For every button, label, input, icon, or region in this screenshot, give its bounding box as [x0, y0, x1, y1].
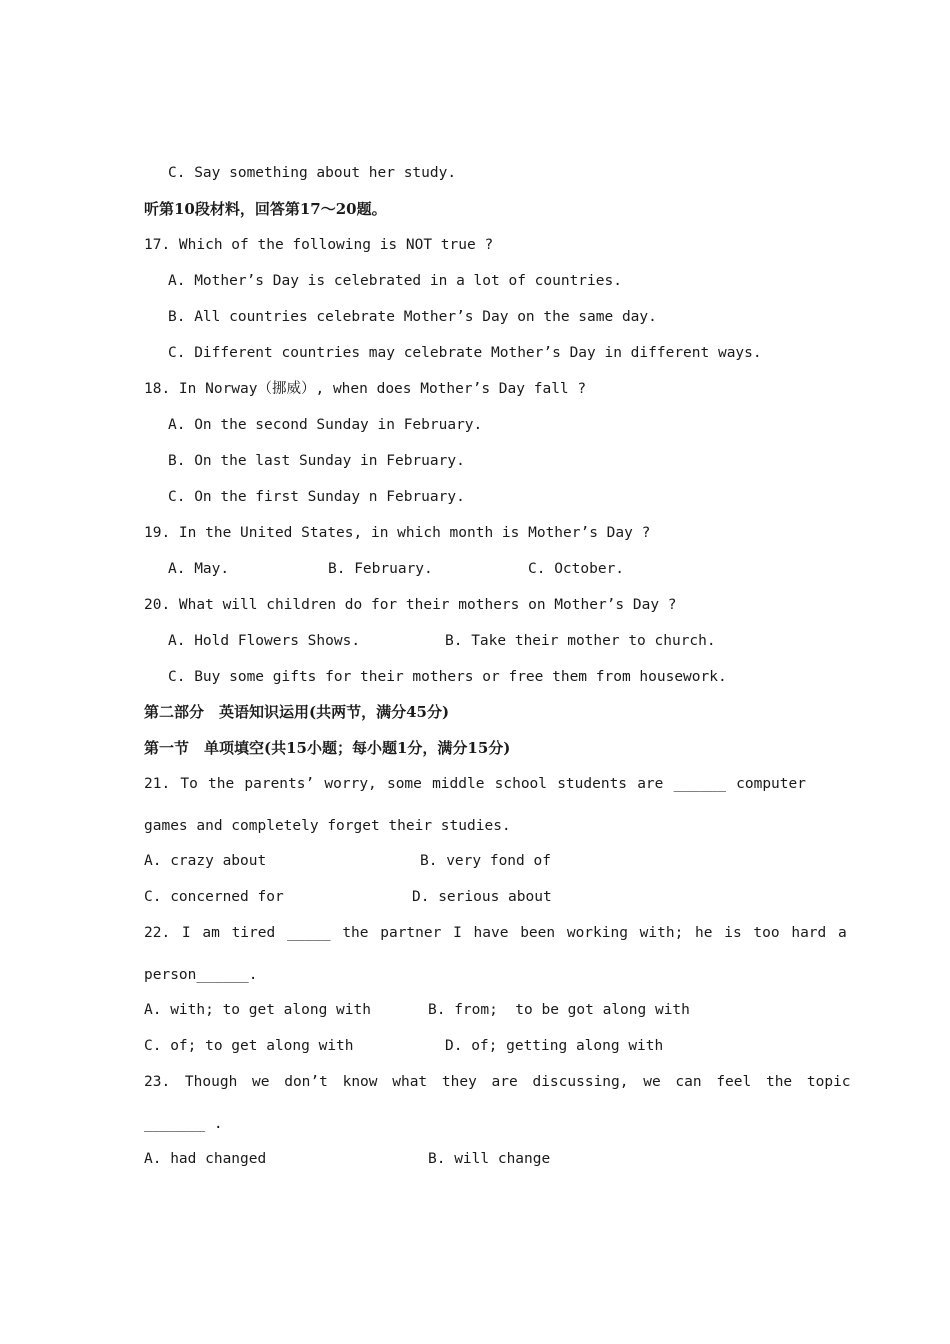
question-22-cont: person______.: [144, 967, 258, 983]
option-21b: B. very fond of: [420, 853, 551, 869]
option-21a: A. crazy about: [144, 853, 267, 869]
question-21-word: computer: [736, 776, 806, 792]
section-one-heading: 第一节 单项填空(共15小题；每小题1分，满分15分): [144, 739, 511, 757]
option-22c: C. of; to get along with: [144, 1038, 354, 1054]
question-18: 18. In Norway（挪威）, when does Mother’s Day fall ?: [144, 381, 587, 397]
question-21-word: parents’: [244, 776, 315, 792]
option-20a: A. Hold Flowers Shows.: [168, 633, 361, 649]
question-21-word: are: [637, 776, 664, 792]
question-23-cont: _______ .: [144, 1116, 223, 1132]
option-19a: A. May.: [168, 561, 230, 577]
question-21: [144, 774, 806, 794]
option-19c: C. October.: [528, 561, 625, 577]
option-23b: B. will change: [428, 1151, 551, 1167]
question-20: 20. What will children do for their mothers on Mother’s Day ?: [144, 597, 677, 613]
option-22b: B. from; to be got along with: [428, 1002, 690, 1018]
question-21-word: school: [494, 776, 548, 792]
option-17a: A. Mother’s Day is celebrated in a lot of countries.: [168, 273, 622, 289]
question-19: 19. In the United States, in which month is Mother’s Day ?: [144, 525, 651, 541]
question-23: 23. Though we don’t know what they are discussing, we can feel the topic: [144, 1074, 851, 1090]
option-16c: C. Say something about her study.: [168, 165, 457, 181]
question-21-word: middle: [432, 776, 485, 792]
question-17: 17. Which of the following is NOT true ?: [144, 237, 494, 253]
question-21-word: To: [180, 776, 198, 792]
section-instruction-10: 听第10段材料，回答第17～20题。: [144, 200, 387, 218]
option-18b: B. On the last Sunday in February.: [168, 453, 465, 469]
part-two-heading: 第二部分 英语知识运用(共两节，满分45分): [144, 703, 450, 721]
option-17c: C. Different countries may celebrate Mother’s Day in different ways.: [168, 345, 762, 361]
option-21c: C. concerned for: [144, 889, 284, 905]
question-21-word: 21.: [144, 776, 171, 792]
question-21-word: some: [386, 776, 422, 792]
question-22: 22. I am tired _____ the partner I have been working with; he is too hard a: [144, 925, 847, 941]
option-18a: A. On the second Sunday in February.: [168, 417, 483, 433]
option-19b: B. February.: [328, 561, 433, 577]
option-23a: A. had changed: [144, 1151, 267, 1167]
option-21d: D. serious about: [412, 889, 552, 905]
option-18c: C. On the first Sunday n February.: [168, 489, 465, 505]
option-22d: D. of; getting along with: [445, 1038, 664, 1054]
option-20c: C. Buy some gifts for their mothers or free them from housework.: [168, 669, 727, 685]
option-17b: B. All countries celebrate Mother’s Day on the same day.: [168, 309, 657, 325]
question-21-word: ______: [673, 776, 726, 792]
option-20b: B. Take their mother to church.: [445, 633, 716, 649]
question-21-word: students: [557, 776, 628, 792]
option-22a: A. with; to get along with: [144, 1002, 371, 1018]
question-21-cont: games and completely forget their studies.: [144, 818, 511, 834]
question-21-word: the: [208, 776, 235, 792]
question-21-word: worry,: [324, 776, 377, 792]
